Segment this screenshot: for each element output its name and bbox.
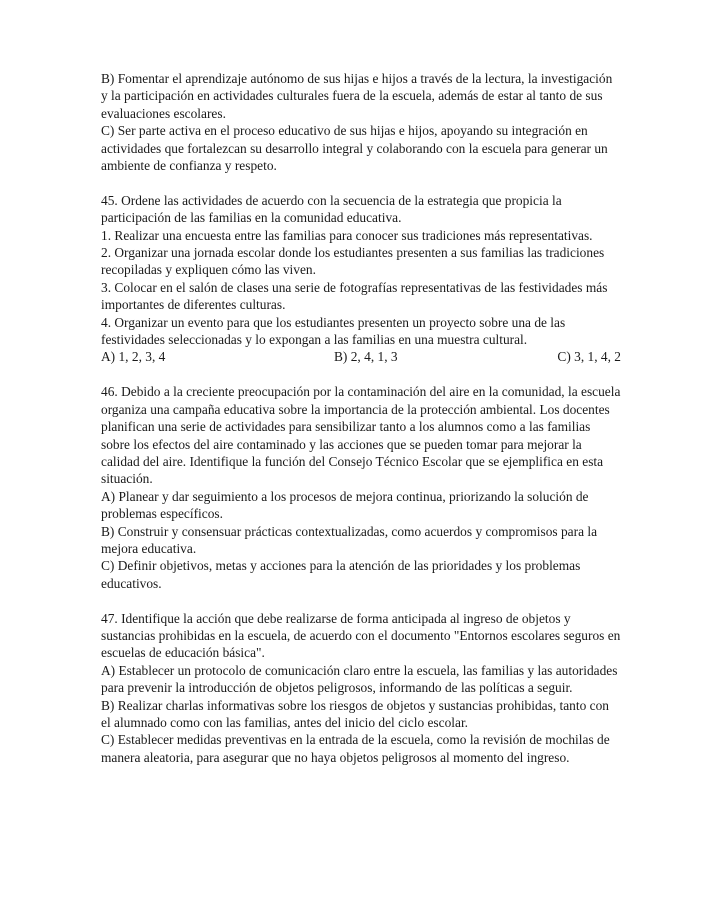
question-45-options bbox=[101, 348, 621, 365]
document-page bbox=[101, 70, 621, 766]
question-46-option-c: C) Definir objetivos, metas y acciones para la atención de las prioridades y los problemas educativos. bbox=[101, 558, 581, 591]
question-46-stem: 46. Debido a la creciente preocupación por la contaminación del aire en la comunidad, la escuela organiza una campaña educativa sobre la importancia de la protección ambiental. Los docentes planifican una serie de actividades para sensibilizar tanto a los alumnos como a las familias sobre los efectos del aire contaminado y las acciones que se pueden tomar para mejorar la calidad del aire. Identifique la función del Consejo Técnico Escolar que se ejemplifica en esta situación. bbox=[101, 384, 621, 487]
question-47-option-a: A) Establecer un protocolo de comunicación claro entre la escuela, las familias y las autoridades para prevenir la introducción de objetos peligrosos, informando de las políticas a seguir. bbox=[101, 662, 618, 696]
spacer bbox=[101, 592, 621, 609]
question-47-option-c: C) Establecer medidas preventivas en la entrada de la escuela, como la revisión de mochilas de manera aleatoria, para asegurar que no haya objetos peligrosos al momento del ingreso. bbox=[101, 732, 610, 765]
prev-question-option-b: B) Fomentar el aprendizaje autónomo de sus hijas e hijos a través de la lectura, la investigación y la participación en actividades culturales fuera de la escuela, además de estar al tanto de sus evaluaciones escolares. bbox=[101, 71, 613, 121]
question-45-item-4: 4. Organizar un evento para que los estudiantes presenten un proyecto sobre una de las festividades seleccionadas y lo expongan a las familias en una muestra cultural. bbox=[101, 314, 566, 348]
question-45-item-2: 2. Organizar una jornada escolar donde los estudiantes presenten a sus familias las tradiciones recopiladas y expliquen cómo las viven. bbox=[101, 245, 605, 278]
question-46-option-a: A) Planear y dar seguimiento a los procesos de mejora continua, priorizando la solución de problemas específicos. bbox=[101, 488, 589, 522]
spacer bbox=[101, 174, 621, 191]
question-45-item-3: 3. Colocar en el salón de clases una serie de fotografías representativas de las festividades más importantes de diferentes culturas. bbox=[101, 279, 608, 313]
question-45-option-a: A) 1, 2, 3, 4 bbox=[101, 349, 166, 365]
question-45-item-1: 1. Realizar una encuesta entre las familias para conocer sus tradiciones más representativas. bbox=[101, 227, 593, 243]
prev-question-option-c: C) Ser parte activa en el proceso educativo de sus hijas e hijos, apoyando su integración en actividades que fortalezcan su desarrollo integral y colaborando con la escuela para generar un ambiente de confianza y respeto. bbox=[101, 123, 608, 174]
question-45-option-b: B) 2, 4, 1, 3 bbox=[334, 349, 398, 365]
question-47-stem: 47. Identifique la acción que debe realizarse de forma anticipada al ingreso de objetos y sustancias prohibidas en la escuela, de acuerdo con el documento "Entornos escolares seguros en escuelas de educación básica". bbox=[101, 610, 621, 661]
question-45-stem: 45. Ordene las actividades de acuerdo con la secuencia de la estrategia que propicia la participación de las familias en la comunidad educativa. bbox=[101, 192, 562, 226]
question-46-option-b: B) Construir y consensuar prácticas contextualizadas, como acuerdos y compromisos para la mejora educativa. bbox=[101, 523, 598, 556]
question-45-option-c: C) 3, 1, 4, 2 bbox=[557, 349, 621, 365]
spacer bbox=[101, 366, 621, 383]
question-47-option-b: B) Realizar charlas informativas sobre los riesgos de objetos y sustancias prohibidas, tanto con el alumnado como con las familias, antes del inicio del ciclo escolar. bbox=[101, 697, 609, 730]
